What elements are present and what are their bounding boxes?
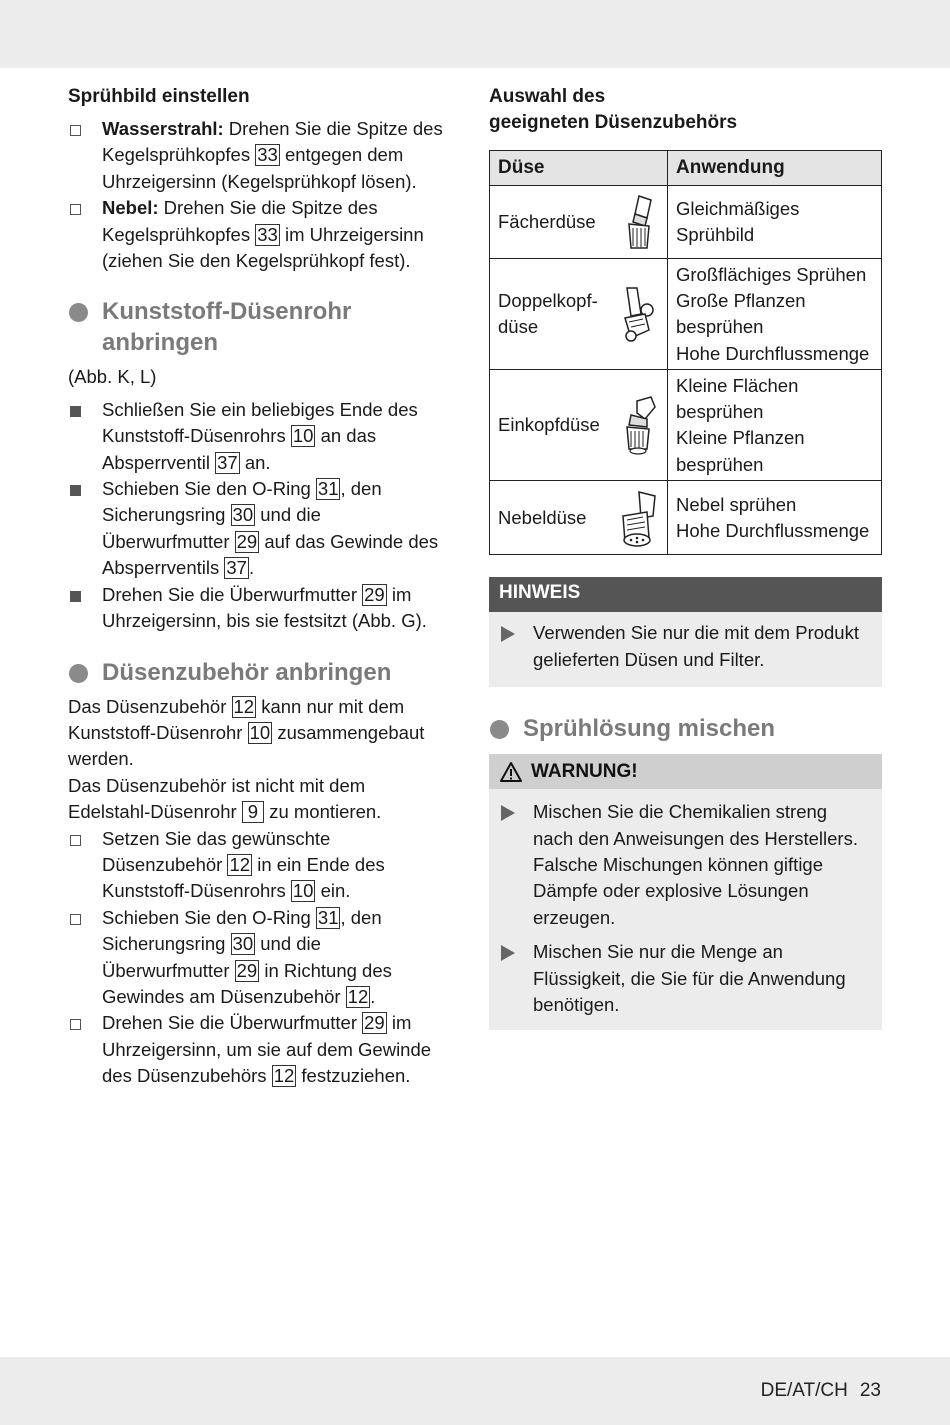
- list-item: Wasserstrahl: Drehen Sie die Spitze des Kegelsprühkopfes 33 entgegen dem Uhrzeigersinn (Kegelsprühkopf lösen).: [68, 116, 448, 195]
- spray-pattern-heading: Sprühbild einstellen: [68, 86, 250, 107]
- arrow-bullet-icon: [501, 945, 515, 961]
- part-number: 31: [317, 478, 339, 500]
- table-row: Fächerdüse Gleichmäßiges Sprühbild: [490, 186, 882, 259]
- table-header-nozzle: Düse: [490, 151, 668, 186]
- part-number: 33: [257, 144, 278, 166]
- page-number: 23: [859, 1380, 881, 1401]
- item-label: Wasserstrahl:: [102, 118, 224, 139]
- part-number: 10: [249, 721, 271, 743]
- section-title: Kunststoff-Düsenrohr anbringen: [68, 296, 448, 358]
- nozzle-table: [489, 150, 882, 555]
- part-number: 30: [232, 504, 254, 526]
- language-codes: DE/AT/CH: [760, 1380, 848, 1401]
- list-item: Mischen Sie nur die Menge an Flüssigkeit, die Sie für die Anwendung benötigen.: [499, 939, 872, 1018]
- figure-reference: (Abb. K, L): [68, 366, 157, 388]
- warning-header: [489, 754, 882, 789]
- part-number: 29: [364, 1012, 385, 1034]
- part-number: 9: [242, 801, 264, 823]
- part-number: 29: [236, 530, 258, 552]
- list-item: Drehen Sie die Überwurfmutter 29 im Uhrzeigersinn, bis sie festsitzt (Abb. G).: [68, 582, 448, 635]
- part-number: 12: [229, 853, 251, 875]
- page-footer: [761, 1380, 881, 1402]
- section-title: Düsenzubehör anbringen: [68, 657, 448, 688]
- arrow-bullet-icon: [501, 805, 515, 821]
- part-number: 37: [217, 451, 238, 473]
- part-number: 10: [292, 880, 314, 902]
- part-number: 12: [233, 695, 255, 717]
- section-bullet-icon: [69, 303, 88, 322]
- left-column: [68, 84, 448, 1090]
- warning-box: [489, 754, 882, 1030]
- list-item: Drehen Sie die Überwurfmutter 29 im Uhrzeigersinn, um sie auf dem Gewinde des Düsenzubehörs 12 festzuziehen.: [68, 1010, 448, 1089]
- square-bullet-icon: [70, 406, 81, 417]
- part-number: 29: [364, 583, 385, 605]
- part-number: 33: [257, 223, 278, 245]
- part-number: 31: [317, 906, 339, 928]
- single-head-nozzle-icon: [617, 395, 659, 455]
- double-head-nozzle-icon: [617, 284, 659, 344]
- part-number: 29: [236, 959, 258, 981]
- part-number: 10: [292, 425, 314, 447]
- section-bullet-icon: [490, 720, 509, 739]
- checkbox-bullet-icon: [70, 125, 81, 136]
- table-row: Doppelkopf- düse Großflächiges Sprühen Große Pflanzen besprühen Hohe Durchflussmenge: [490, 259, 882, 370]
- mist-nozzle-icon: [617, 488, 659, 548]
- item-label: Nebel:: [102, 197, 159, 219]
- list-item: Mischen Sie die Chemikalien streng nach den Anweisungen des Herstellers. Falsche Mischungen können giftige Dämpfe oder explosive Lösungen erzeugen.: [499, 799, 872, 931]
- fan-nozzle-icon: [617, 192, 659, 252]
- arrow-bullet-icon: [501, 626, 515, 642]
- table-row: Nebeldüse Nebel sprühen Hohe Durchflussmenge: [490, 481, 882, 555]
- page-header-band: [0, 0, 950, 68]
- warning-title: WARNUNG!: [531, 760, 638, 782]
- table-row: Einkopfdüse Kleine Flächen besprühen Kleine Pflanzen besprühen: [490, 370, 882, 481]
- part-number: 12: [273, 1065, 295, 1087]
- hint-box: [489, 577, 882, 687]
- part-number: 12: [347, 985, 369, 1007]
- list-item: Schieben Sie den O-Ring 31 , den Sicherungsring 30 und die Überwurfmutter 29 auf das Gewinde des Absperrventils 37 .: [68, 476, 448, 582]
- section-title: Sprühlösung mischen: [489, 713, 882, 744]
- list-item: Schieben Sie den O-Ring 31 , den Sicherungsring 30 und die Überwurfmutter 29 in Richtung des Gewindes am Düsenzubehör 12 .: [68, 905, 448, 1011]
- section-bullet-icon: [69, 664, 88, 683]
- list-item: Setzen Sie das gewünschte Düsenzubehör 12 in ein Ende des Kunststoff-Düsenrohrs 10 ein.: [68, 826, 448, 905]
- checkbox-bullet-icon: [70, 204, 81, 215]
- square-bullet-icon: [70, 485, 81, 496]
- checkbox-bullet-icon: [70, 835, 81, 846]
- part-number: 37: [226, 557, 247, 579]
- nozzle-table-heading: Auswahl des geeigneten Düsenzubehörs: [489, 86, 738, 133]
- warning-triangle-icon: [499, 761, 523, 783]
- list-item: Schließen Sie ein beliebiges Ende des Kunststoff-Düsenrohrs 10 an das Absperrventil 37 an.: [68, 397, 448, 476]
- checkbox-bullet-icon: [70, 914, 81, 925]
- hint-title: HINWEIS: [489, 577, 882, 612]
- part-number: 30: [232, 933, 254, 955]
- right-column: [489, 84, 882, 1030]
- square-bullet-icon: [70, 591, 81, 602]
- checkbox-bullet-icon: [70, 1019, 81, 1030]
- section-intro: Das Düsenzubehör 12 kann nur mit dem Kunststoff-Düsenrohr 10 zusammengebaut werden. Das Düsenzubehör ist nicht mit dem Edelstahl-Düsenrohr 9 zu montieren.: [68, 695, 425, 823]
- list-item: Verwenden Sie nur die mit dem Produkt gelieferten Düsen und Filter.: [499, 620, 872, 673]
- table-header-application: Anwendung: [668, 151, 882, 186]
- list-item: Nebel: Drehen Sie die Spitze des Kegelsprühkopfes 33 im Uhrzeigersinn (ziehen Sie den Kegelsprühkopf fest).: [68, 195, 448, 274]
